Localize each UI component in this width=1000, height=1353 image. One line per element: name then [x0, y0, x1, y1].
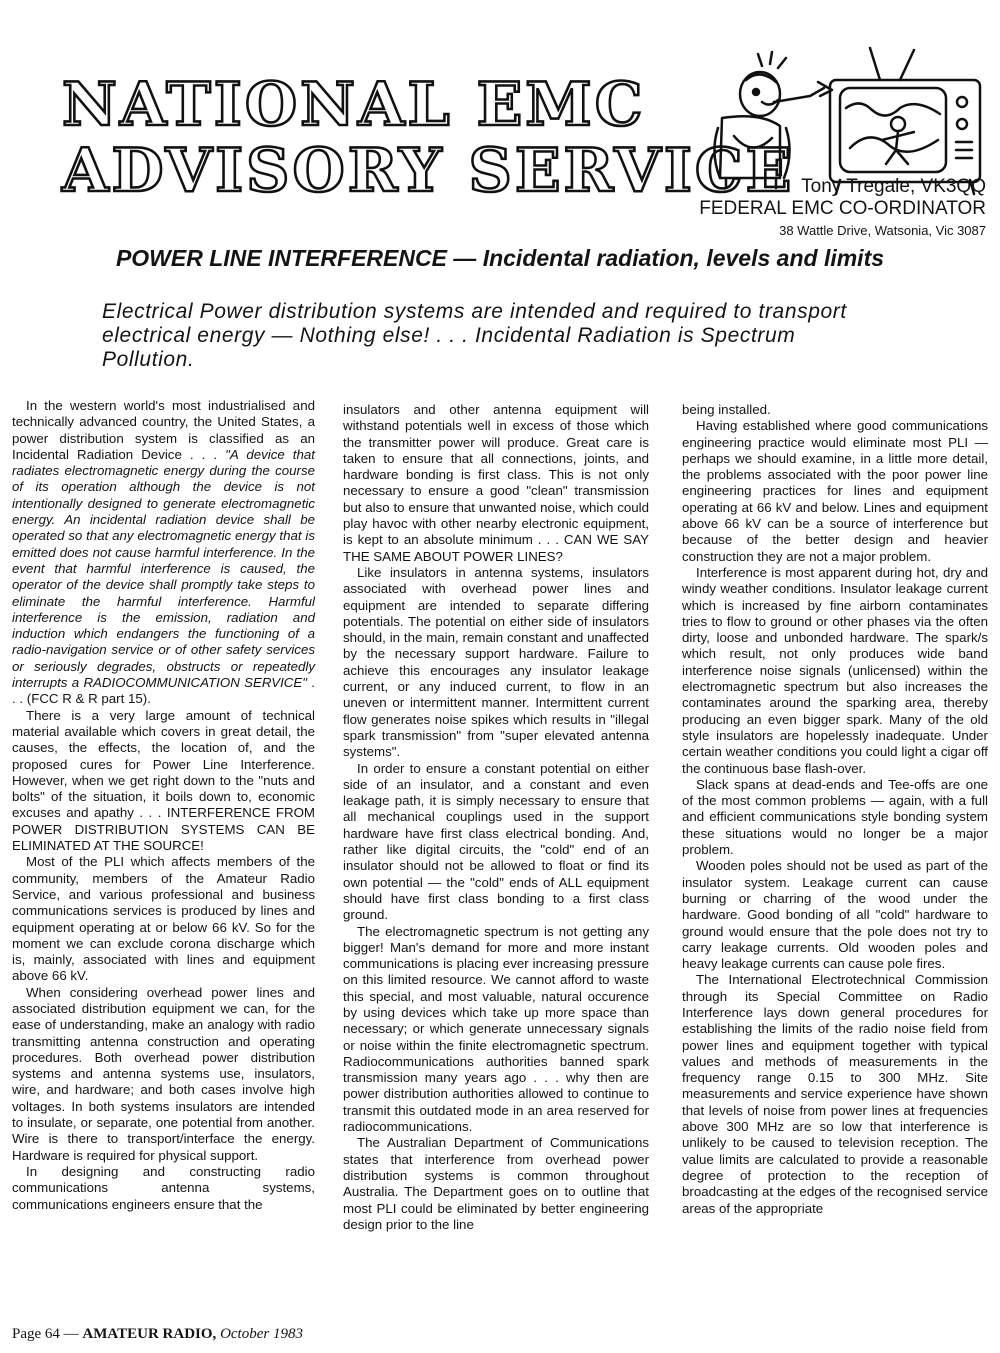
paragraph: The Australian Department of Communications states that interference from overhead power distribution systems is common throughout Australia. The Department goes on to outline that most PLI could be eliminated by better engineering design prior to the line	[343, 1135, 649, 1232]
author-name: Tony Tregale, VK3QQ	[801, 176, 986, 197]
article-standfirst: Electrical Power distribution systems are intended and required to transport electrical energy — Nothing else! . . . Incidental Radiation is Spectrum Pollution.	[102, 300, 847, 371]
paragraph: There is a very large amount of technical material available which covers in great detail, the causes, the effects, the location of, and the proposed cures for Power Line Interference. However, when we get right down to the "nuts and bolts" of the situation, it boils down to, economic excuses and apathy . . . INTERFERENCE FROM POWER DISTRIBUTION SYSTEMS CAN BE ELIMINATED AT THE SOURCE!	[12, 707, 315, 854]
byline	[699, 176, 986, 240]
paragraph: Like insulators in antenna systems, insulators associated with overhead power lines and equipment are intended to separate differing potentials. The potential on either side of insulators should, in the main, remain constant and unaffected by the necessary support hardware. Failure to achieve this encourages any insulator leakage current, or any induced current, to flow in an uneven or intermittent manner. Intermittent current flow generates noise spikes which results in "illegal spark transmission" from "super elevated antenna systems".	[343, 564, 649, 760]
masthead-line-1: NATIONAL EMC	[62, 70, 646, 140]
text-run: In the western world's most industrialised and technically advanced country, the United States, a power distribution system is classified as an Incidental Radiation Device . . .	[12, 398, 315, 462]
paragraph: being installed.	[682, 402, 771, 417]
paragraph: insulators and other antenna equipment will withstand potentials well in excess of those which the transmitter power will produce. Great care is taken to ensure that all connections, joints, and hardware bonding is first class. This is not only necessary to ensure a good "clean" transmission but also to ensure that unwanted noise, which could play havoc with other nearby electronic equipment, is kept to an absolute minimum . . . CAN WE SAY THE SAME ABOUT POWER LINES?	[343, 402, 649, 564]
masthead	[62, 70, 795, 206]
fcc-quote: "A device that radiates electromagnetic energy during the course of its operation although the device is not intentionally designed to generate electromagnetic energy. An incidental radiation device shall be operated so that any electromagnetic energy that is emitted does not cause harmful interference. In the event that harmful interference is caused, the operator of the device shall promptly take steps to eliminate the harmful interference. Harmful interference is the emission, radiation and induction which endangers the functioning of a radio-navigation service or of other safety services or seriously degrades, obstructs or repeatedly interrupts a RADIOCOMMUNICATION SERVICE"	[12, 446, 315, 691]
issue-date: October 1983	[220, 1326, 303, 1342]
paragraph: The International Electrotechnical Commission through its Special Committee on Radio Interference lays down general procedures for establishing the limits of the radio noise field from power lines and equipment together with typical values and methods of measurements in the frequency range 0.15 to 300 MHz. Site measurements and service experience have shown that levels of noise from power lines at frequencies above 300 MHz are so low that interference is unlikely to be caused to television reception. The value limits are calculated to provide a reasonable degree of protection to the reception of broadcasting at the edges of the recognised service areas of the appropriate	[682, 972, 988, 1216]
paragraph: In order to ensure a constant potential on either side of an insulator, and a constant and even leakage path, it is simply necessary to ensure that all mechanical couplings used in the support hardware have first class electrical bonding. And, rather like digital circuits, the "cold" end of an insulator should not be allowed to float or find its own potential — the "cold" ends of ALL equipment should have first class bonding to a first class ground.	[343, 760, 649, 923]
paragraph: When considering overhead power lines and associated distribution equipment we can, for the ease of understanding, make an analogy with radio transmitting antenna construction and operating procedures. Both overhead power distribution systems and antenna systems use, insulators, wire, and hardware; and both cases involve high voltages. In both systems insulators are intended to insulate, or separate, one potential from another. Wire is there to transport/interface the energy. Hardware is required for physical support.	[12, 984, 315, 1163]
paragraph: Wooden poles should not be used as part of the insulator system. Leakage current can cause burning or charring of the wood under the hardware. Good bonding of all "cold" hardware to ground would ensure that the pole does not try to carry leakage currents. Old wooden poles and heavy leakage currents can cause pole fires.	[682, 858, 988, 972]
paragraph: The electromagnetic spectrum is not getting any bigger! Man's demand for more and more instant communications is placing ever increasing pressure on this limited resource. We cannot afford to waste this special, and most valuable, natural occurence by using devices which take up more space than necessary; or which generate unnecessary signals or noise within the finite electromagnetic spectrum. Radiocommunications authorities banned spark transmission many years ago . . . why then are power distribution authorities allowed to continue to transmit this outdated mode in an area reserved for radiocommunications.	[343, 923, 649, 1135]
paragraph: Interference is most apparent during hot, dry and windy weather conditions. Insulator leakage current which is increased by fine airborn contaminates tries to flow to ground or other phases via the often dirty, loose and unbonded hardware. The spark/s which result, not only produces wide band interference noise signals (unlicensed) within the electromagnetic spectrum but also increases the contaminates around the sparking area, thereby producing an even bigger spark. Many of the old style insulators are hopelessly inadequate. Under certain weather conditions you could light a cigar off the continuous base flash-over.	[682, 564, 988, 776]
paragraph: Most of the PLI which affects members of the community, members of the Amateur Radio Service, and various professional and business communications services is produced by lines and equipment operating at or below 66 kV. So for the moment we can exclude corona discharge which is, mainly, associated with lines and equipment above 66 kV.	[12, 854, 315, 984]
paragraph: In designing and constructing radio communications antenna systems, communications engineers ensure that the	[12, 1163, 315, 1212]
page-footer	[12, 1326, 303, 1343]
author-address: 38 Wattle Drive, Watsonia, Vic 3087	[779, 223, 986, 238]
paragraph	[12, 398, 315, 708]
text-run: . . . (FCC R & R part 15).	[12, 675, 315, 707]
column-2	[343, 402, 649, 1233]
page-number: Page 64 —	[12, 1326, 79, 1342]
author-role: FEDERAL EMC CO-ORDINATOR	[699, 198, 986, 219]
cartoon-illustration	[700, 28, 1000, 198]
masthead-line-2: ADVISORY SERVICE	[62, 136, 795, 206]
article-headline: POWER LINE INTERFERENCE — Incidental radiation, levels and limits	[115, 245, 885, 271]
column-1	[12, 398, 315, 1213]
magazine-name: AMATEUR RADIO,	[82, 1326, 217, 1342]
paragraph: Having established where good communications engineering practice would eliminate most PLI — perhaps we should examine, in a little more detail, the problems associated with the poor power line engineering practices for lines and equipment operating at 66 kV and below. Lines and equipment above 66 kV can be a source of interference but because of the better design and heavier construction they are not a major problem.	[682, 418, 988, 564]
paragraph: Slack spans at dead-ends and Tee-offs are one of the most common problems — again, with a full and efficient communications style bonding system these situations would no longer be a major problem.	[682, 776, 988, 858]
column-3	[682, 402, 988, 1217]
